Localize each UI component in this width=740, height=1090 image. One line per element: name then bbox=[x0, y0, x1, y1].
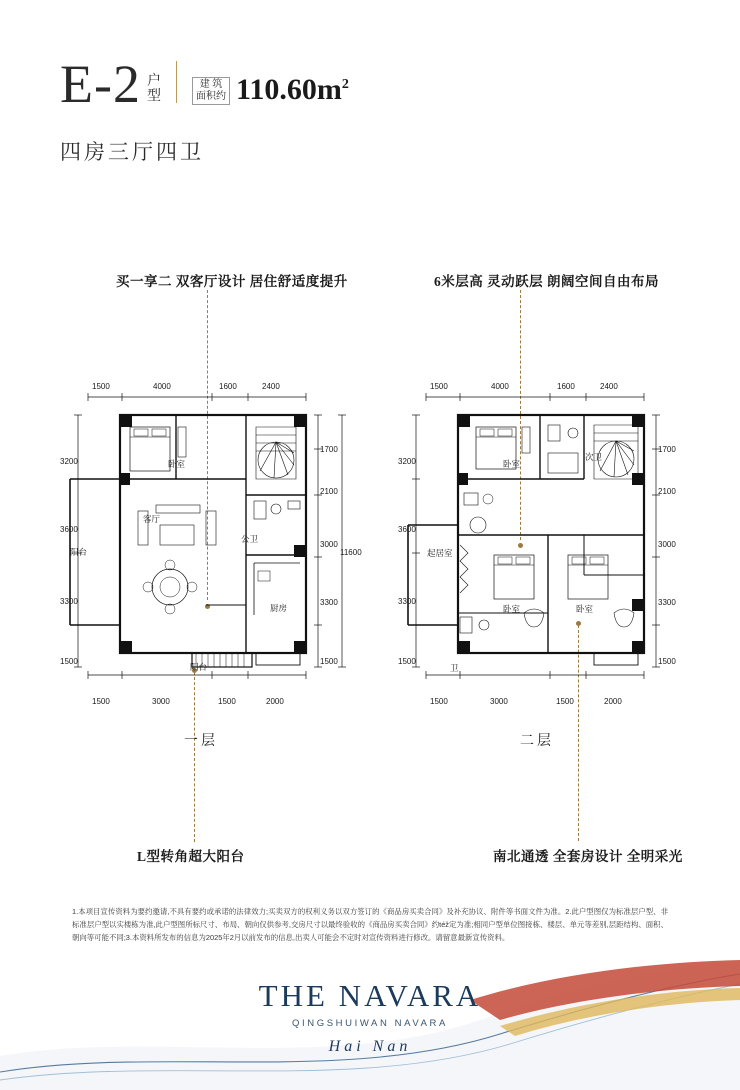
disclaimer-text: 1.本项目宣传资料为要约邀请,不具有要约或承诺的法律效力;买卖双方的权利义务以双方签订的《商品房买卖合同》及补充协议、附件等书面文件为准。2.此户型图仅为标准层户型、非标准层户型以实楼栋为准,此户型图所标尺寸、布局、朝向仅供参考,交房尺寸以最终验收的《商品房买卖合同》约též定为准;相同户型单位图接栋、楼层、单元等差别,层距结构、面积、朝向等可能不同;3.本资料所发布的信息为2025年2月以前发布的信息,出卖人可能会不定时对宣传资料进行修改。请留意最新宣传资料。 bbox=[72, 907, 668, 942]
area-caption: 建 筑 面积约 bbox=[192, 77, 230, 105]
room-label: 阳台 bbox=[190, 662, 208, 672]
callout-top-right: 6米层高 灵动跃层 朗阔空间自由布局 bbox=[434, 274, 659, 289]
logo-block bbox=[0, 978, 740, 1056]
title-divider bbox=[176, 61, 177, 103]
floor-label-second: 二层 bbox=[520, 734, 554, 749]
room-count: 四房三厅四卫 bbox=[60, 140, 204, 164]
area-value: $110.60m^2$ bbox=[235, 73, 349, 106]
logo-sub: QINGSHUIWAN NAVARA bbox=[292, 1018, 448, 1029]
room-label: 卧室 bbox=[576, 604, 594, 614]
area-box bbox=[192, 70, 349, 108]
floor-plan-second bbox=[398, 375, 698, 685]
callout-top-left: 买一享二 双客厅设计 居住舒适度提升 bbox=[116, 274, 348, 289]
room-label: 起居室 bbox=[427, 548, 453, 558]
unit-code: E-2 bbox=[60, 54, 141, 114]
floor-plan-first bbox=[60, 375, 360, 685]
logo-region: Hai Nan bbox=[328, 1038, 412, 1055]
room-label: 卧室 bbox=[503, 604, 521, 614]
title-row bbox=[60, 54, 349, 114]
room-label: 客厅 bbox=[143, 514, 161, 524]
floor-label-first: 一层 bbox=[184, 734, 218, 749]
callout-line-bottom-left bbox=[194, 672, 195, 842]
unit-type-label: 户 型 bbox=[146, 74, 161, 104]
room-label: 卫 bbox=[450, 663, 459, 673]
footer bbox=[0, 960, 740, 1090]
callout-bottom-right: 南北通透 全套房设计 全明采光 bbox=[493, 849, 683, 864]
logo-main: THE NAVARA bbox=[258, 978, 482, 1013]
callout-bottom-left: L型转角超大阳台 bbox=[137, 849, 245, 864]
room-label: 卧室 bbox=[503, 459, 521, 469]
room-label: 阳台 bbox=[70, 547, 88, 557]
room-label: 公卫 bbox=[241, 534, 259, 544]
room-label: 卧室 bbox=[168, 459, 186, 469]
room-label: 次卫 bbox=[585, 452, 603, 462]
header bbox=[60, 54, 349, 166]
room-label: 厨房 bbox=[270, 603, 288, 613]
